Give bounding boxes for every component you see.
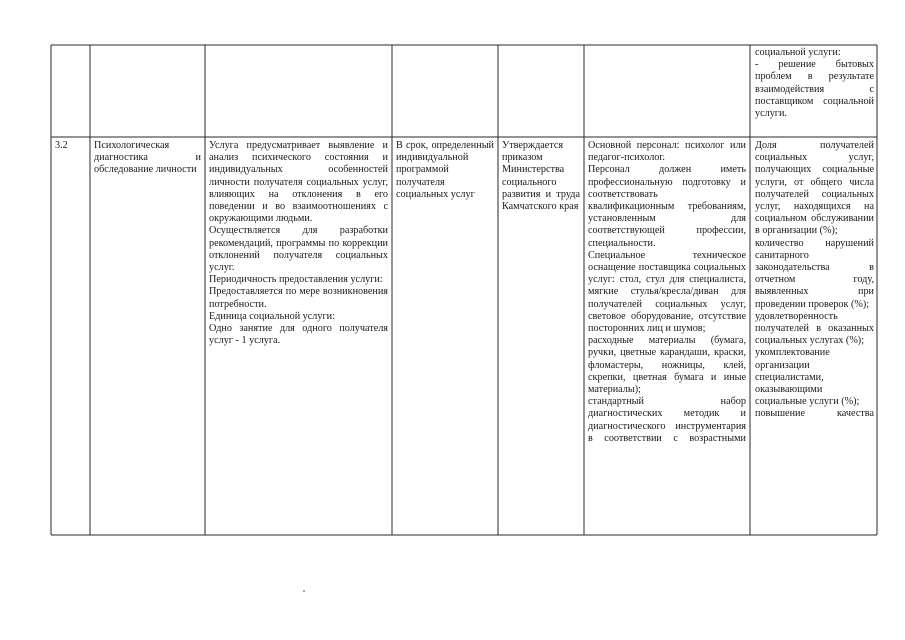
row-number: 3.2: [55, 140, 68, 151]
description-paragraph: Предоставляется по мере возникновения потребности.: [209, 286, 388, 310]
description-paragraph: Осуществляется для разработки рекомендаций, программы по коррекции отклонений получателя социальных услуг.: [209, 225, 388, 274]
description-paragraph: Услуга предусматривает выявление и анализ психического состояния и индивидуальных особенностей личности получателя социальных услуг, влияющих на отклонения в его поведении и во взаимоотношениях с окружающими людьми.: [209, 140, 388, 225]
conditions-paragraph: расходные материалы (бумага, ручки, цветные карандаши, краски, фломастеры, ножницы, клей, скрепки, цветная бумага и иные материалы);: [588, 335, 746, 396]
indicator-paragraph: укомплектование организации специалистами, оказывающими социальные услуги (%);: [755, 347, 860, 408]
service-term: В срок, определенный индивидуальной программой получателя социальных услуг: [396, 140, 494, 200]
conditions-paragraph: Специальное техническое оснащение поставщика социальных услуг: стол, стул для специалиста, мягкие стулья/кресла/диван для получателей социальных услуг, световое оборудование, отсутствие посторонних лиц и шумов;: [588, 249, 746, 335]
scan-speck: [303, 590, 305, 592]
indicator-paragraph: Доля получателей социальных услуг, получающих социальные услуги, от общего числа получателей социальных услуг, находящихся на социальном обслуживании в организации (%);: [755, 140, 874, 237]
conditions-paragraph: Персонал должен иметь профессиональную подготовку и соответствовать квалификационным требованиям, установленным для соответствующей профессии, специальности.: [588, 164, 746, 249]
service-term-cell: [396, 140, 494, 532]
service-name-cell: [94, 140, 201, 532]
description-paragraph: Периодичность предоставления услуги:: [209, 274, 383, 286]
indicator-line: - решение бытовых проблем в результате взаимодействия с поставщиком социальной услуги.: [755, 59, 874, 120]
indicator-paragraph: удовлетворенность получателей в оказанных социальных услугах (%);: [755, 310, 874, 347]
quality-indicators-cell: [755, 140, 874, 533]
service-description-cell: [209, 140, 388, 532]
row-number-cell: [55, 140, 87, 532]
indicators-continuation-cell: [755, 47, 874, 135]
conditions-paragraph: Основной персонал: психолог или педагог-психолог.: [588, 140, 746, 164]
indicator-paragraph: количество нарушений санитарного законодательства в отчетном году, выявленных при проведении проверок (%);: [755, 237, 874, 310]
conditions-paragraph: стандартный набор диагностических методик и диагностического инструментария в соответствии с возрастными: [588, 396, 746, 444]
description-paragraph: Одно занятие для одного получателя услуг - 1 услуга.: [209, 323, 388, 347]
service-conditions-cell: [588, 140, 746, 533]
description-paragraph: Единица социальной услуги:: [209, 310, 335, 322]
service-tariff-cell: [502, 140, 580, 532]
indicator-line: социальной услуги:: [755, 47, 841, 58]
service-tariff: Утверждается приказом Министерства социального развития и труда Камчатского края: [502, 140, 580, 213]
service-name: Психологическая диагностика и обследование личности: [94, 140, 201, 176]
indicator-paragraph: повышение качества: [755, 408, 874, 420]
